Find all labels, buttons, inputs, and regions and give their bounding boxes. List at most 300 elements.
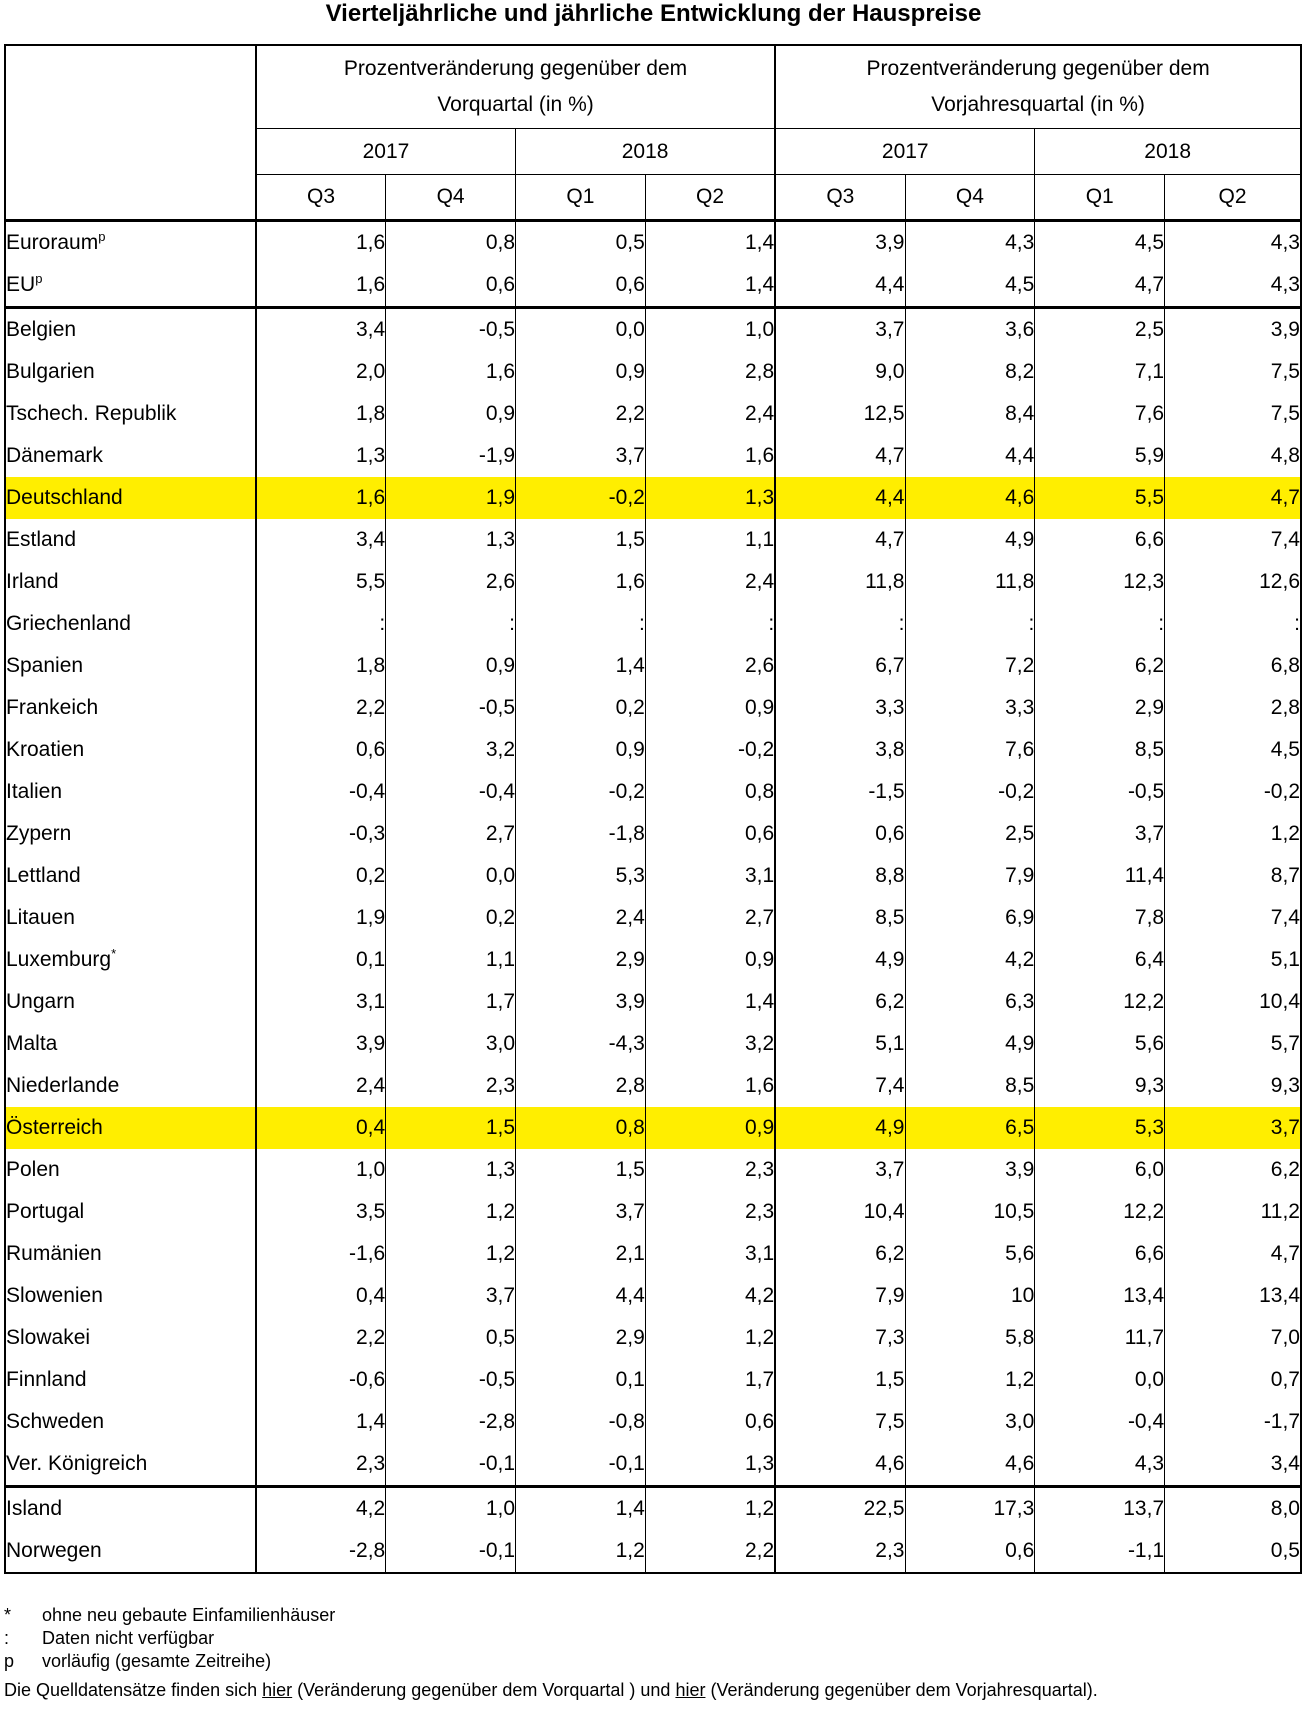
table-row [5,855,1301,897]
value-cell: 7,9 [905,855,1035,897]
value-cell: 0,9 [516,351,646,393]
value-cell: 6,4 [1035,939,1165,981]
value-cell: -0,1 [386,1530,516,1573]
value-cell: 3,5 [256,1191,386,1233]
value-cell: 5,8 [905,1317,1035,1359]
country-label [5,1359,256,1401]
country-name: Luxemburg [6,948,112,971]
year-header: 2018 [516,129,776,175]
value-cell: 7,9 [775,1275,905,1317]
country-name: Lettland [6,864,81,887]
value-cell: 3,9 [256,1023,386,1065]
value-cell: 0,5 [386,1317,516,1359]
value-cell: 3,7 [775,1149,905,1191]
value-cell: 0,8 [516,1107,646,1149]
source-text: (Veränderung gegenüber dem Vorjahresquartal). [705,1680,1098,1700]
value-cell: 1,6 [256,477,386,519]
quarter-header: Q2 [645,175,775,221]
table-row [5,1443,1301,1487]
value-cell: 0,6 [256,729,386,771]
value-cell: 4,7 [775,435,905,477]
value-cell: 3,8 [775,729,905,771]
page-title: Vierteljährliche und jährliche Entwicklung der Hauspreise [325,0,982,27]
value-cell: 3,7 [1035,813,1165,855]
value-cell: 2,9 [1035,687,1165,729]
value-cell: 4,2 [645,1275,775,1317]
value-cell: 4,9 [905,1023,1035,1065]
value-cell: 5,1 [775,1023,905,1065]
value-cell: 3,9 [905,1149,1035,1191]
value-cell: 6,5 [905,1107,1035,1149]
country-label [5,1065,256,1107]
value-cell: 1,3 [386,519,516,561]
value-cell: 4,4 [775,264,905,308]
country-label [5,1317,256,1359]
value-cell: 2,9 [516,939,646,981]
value-cell: 5,6 [1035,1023,1165,1065]
quarter-header: Q3 [775,175,905,221]
quarter-header: Q2 [1165,175,1301,221]
country-label [5,1275,256,1317]
value-cell: 6,2 [775,981,905,1023]
value-cell: 2,4 [516,897,646,939]
value-cell: 2,8 [516,1065,646,1107]
table-row [5,939,1301,981]
value-cell: 3,9 [1165,308,1301,352]
value-cell: 8,0 [1165,1487,1301,1531]
country-name: Italien [6,780,63,803]
country-name: Malta [6,1032,58,1055]
value-cell: 3,7 [516,435,646,477]
country-name: Österreich [6,1116,103,1139]
value-cell: 3,9 [516,981,646,1023]
country-name: Niederlande [6,1074,120,1097]
quarter-header: Q1 [516,175,646,221]
value-cell: 7,2 [905,645,1035,687]
value-cell: 0,6 [645,813,775,855]
table-row [5,435,1301,477]
source-note [4,1679,1302,1702]
country-name: Polen [6,1158,60,1181]
value-cell: 4,5 [1035,221,1165,265]
value-cell: 1,4 [645,221,775,265]
value-cell: 3,4 [256,308,386,352]
country-name: Finnland [6,1368,87,1391]
value-cell: 4,3 [1165,264,1301,308]
country-name: Belgien [6,318,77,341]
table-row [5,771,1301,813]
value-cell: 5,5 [1035,477,1165,519]
value-cell: 9,0 [775,351,905,393]
source-link-vorquartal[interactable]: hier [262,1680,293,1700]
value-cell: : [1035,603,1165,645]
value-cell: 3,7 [775,308,905,352]
footnote [4,1650,1302,1673]
value-cell: 4,8 [1165,435,1301,477]
value-cell: 5,1 [1165,939,1301,981]
country-label [5,561,256,603]
value-cell: 4,3 [1035,1443,1165,1487]
country-name: Estland [6,528,77,551]
value-cell: 2,2 [256,1317,386,1359]
value-cell: 1,4 [256,1401,386,1443]
value-cell: 5,3 [1035,1107,1165,1149]
country-name: Island [6,1497,63,1520]
value-cell: 1,2 [1165,813,1301,855]
header-group-vorquartal: Prozentveränderung gegenüber dem Vorquartal (in %) [256,45,775,129]
value-cell: 1,4 [516,1487,646,1531]
value-cell: 7,6 [905,729,1035,771]
value-cell: 8,8 [775,855,905,897]
country-label [5,393,256,435]
value-cell: 4,5 [905,264,1035,308]
value-cell: 0,8 [645,771,775,813]
value-cell: 8,2 [905,351,1035,393]
value-cell: -0,2 [516,477,646,519]
country-label [5,687,256,729]
table-row [5,729,1301,771]
country-name: Zypern [6,822,72,845]
year-header: 2017 [256,129,516,175]
value-cell: 1,9 [386,477,516,519]
value-cell: 0,0 [1035,1359,1165,1401]
value-cell: 7,4 [1165,897,1301,939]
country-label [5,1023,256,1065]
value-cell: 12,2 [1035,981,1165,1023]
country-label [5,477,256,519]
table-row [5,1107,1301,1149]
country-label [5,435,256,477]
value-cell: 3,2 [386,729,516,771]
value-cell: 2,6 [386,561,516,603]
footnote-symbol: p [4,1651,15,1671]
value-cell: 4,4 [516,1275,646,1317]
country-label [5,603,256,645]
value-cell: 1,6 [256,264,386,308]
table-row [5,1401,1301,1443]
country-label [5,1530,256,1573]
value-cell: 2,8 [1165,687,1301,729]
value-cell: 2,3 [256,1443,386,1487]
country-label [5,1487,256,1531]
value-cell: 1,4 [645,264,775,308]
value-cell: -1,8 [516,813,646,855]
label-superscript: p [35,271,43,286]
value-cell: 1,6 [256,221,386,265]
value-cell: 0,6 [645,1401,775,1443]
value-cell: -1,5 [775,771,905,813]
table-row [5,1023,1301,1065]
value-cell: 0,8 [386,221,516,265]
value-cell: 2,4 [645,561,775,603]
country-name: Norwegen [6,1539,102,1562]
table-row [5,519,1301,561]
value-cell: 4,9 [905,519,1035,561]
value-cell: 1,4 [516,645,646,687]
footnote-text: ohne neu gebaute Einfamilienhäuser [42,1605,336,1625]
value-cell: 2,7 [386,813,516,855]
value-cell: -0,5 [386,308,516,352]
value-cell: 7,4 [775,1065,905,1107]
value-cell: 0,9 [516,729,646,771]
value-cell: 7,6 [1035,393,1165,435]
value-cell: -0,4 [1035,1401,1165,1443]
value-cell: 0,6 [905,1530,1035,1573]
value-cell: 1,4 [645,981,775,1023]
value-cell: 1,2 [386,1233,516,1275]
value-cell: 3,4 [256,519,386,561]
country-name: Slowakei [6,1326,91,1349]
country-name: Spanien [6,654,84,677]
value-cell: -0,6 [256,1359,386,1401]
value-cell: 8,5 [1035,729,1165,771]
country-label [5,1191,256,1233]
country-name: Portugal [6,1200,85,1223]
value-cell: 13,4 [1035,1275,1165,1317]
value-cell: 2,9 [516,1317,646,1359]
value-cell: 1,2 [645,1487,775,1531]
country-name: Deutschland [6,486,123,509]
value-cell: 2,3 [645,1191,775,1233]
value-cell: 2,5 [1035,308,1165,352]
country-name: Schweden [6,1410,105,1433]
country-name: Dänemark [6,444,103,467]
value-cell: : [1165,603,1301,645]
value-cell: 6,2 [1165,1149,1301,1191]
country-label [5,351,256,393]
value-cell: 3,2 [645,1023,775,1065]
value-cell: 4,6 [905,1443,1035,1487]
footnote [4,1627,1302,1650]
value-cell: 0,4 [256,1275,386,1317]
value-cell: 2,3 [775,1530,905,1573]
value-cell: 4,3 [905,221,1035,265]
table-row [5,603,1301,645]
value-cell: 0,6 [775,813,905,855]
value-cell: 1,1 [645,519,775,561]
value-cell: 12,6 [1165,561,1301,603]
table-row [5,1317,1301,1359]
country-name: Ver. Königreich [6,1452,148,1475]
value-cell: -0,2 [516,771,646,813]
value-cell: -1,1 [1035,1530,1165,1573]
value-cell: 3,9 [775,221,905,265]
value-cell: 5,5 [256,561,386,603]
source-link-vorjahresquartal[interactable]: hier [675,1680,706,1700]
value-cell: 10 [905,1275,1035,1317]
table-row [5,645,1301,687]
value-cell: 12,3 [1035,561,1165,603]
quarter-header: Q1 [1035,175,1165,221]
footnote-text: vorläufig (gesamte Zeitreihe) [42,1651,272,1671]
value-cell: -1,6 [256,1233,386,1275]
value-cell: 3,7 [516,1191,646,1233]
value-cell: 1,0 [645,308,775,352]
value-cell: 2,3 [645,1149,775,1191]
value-cell: 2,2 [516,393,646,435]
label-superscript: * [111,946,117,961]
value-cell: 1,9 [256,897,386,939]
value-cell: 6,6 [1035,1233,1165,1275]
quarter-header: Q4 [386,175,516,221]
quarter-header: Q4 [905,175,1035,221]
country-label [5,645,256,687]
value-cell: 8,5 [775,897,905,939]
value-cell: 1,3 [645,477,775,519]
value-cell: 3,3 [905,687,1035,729]
value-cell: 7,5 [775,1401,905,1443]
value-cell: 3,7 [1165,1107,1301,1149]
value-cell: 3,0 [905,1401,1035,1443]
table-row [5,264,1301,308]
table-row [5,981,1301,1023]
value-cell: 2,4 [645,393,775,435]
value-cell: 1,5 [775,1359,905,1401]
table-row [5,687,1301,729]
value-cell: 0,0 [516,308,646,352]
value-cell: 6,2 [1035,645,1165,687]
country-label [5,1401,256,1443]
value-cell: 12,5 [775,393,905,435]
value-cell: 7,0 [1165,1317,1301,1359]
value-cell: 4,7 [775,519,905,561]
country-label [5,939,256,981]
value-cell: 0,9 [645,687,775,729]
value-cell: 1,5 [516,1149,646,1191]
value-cell: 0,0 [386,855,516,897]
value-cell: 1,2 [905,1359,1035,1401]
value-cell: 0,9 [386,645,516,687]
table-row [5,351,1301,393]
value-cell: 7,1 [1035,351,1165,393]
value-cell: 1,0 [256,1149,386,1191]
quarter-header: Q3 [256,175,386,221]
table-row [5,561,1301,603]
value-cell: 2,0 [256,351,386,393]
value-cell: 10,4 [1165,981,1301,1023]
country-name: Ungarn [6,990,75,1013]
value-cell: 1,6 [645,435,775,477]
table-row [5,1487,1301,1531]
footnotes [4,1604,1302,1702]
value-cell: 8,5 [905,1065,1035,1107]
value-cell: -0,5 [1035,771,1165,813]
country-name: Tschech. Republik [6,402,177,425]
country-name: Slowenien [6,1284,103,1307]
value-cell: 0,9 [645,1107,775,1149]
value-cell: 4,3 [1165,221,1301,265]
value-cell: 1,8 [256,393,386,435]
value-cell: 4,7 [1165,1233,1301,1275]
value-cell: 0,1 [256,939,386,981]
country-label [5,1149,256,1191]
value-cell: -0,2 [645,729,775,771]
value-cell: 1,3 [386,1149,516,1191]
table-row [5,1275,1301,1317]
value-cell: 1,7 [645,1359,775,1401]
value-cell: : [905,603,1035,645]
year-header: 2018 [1035,129,1301,175]
country-label [5,1443,256,1487]
value-cell: 4,2 [256,1487,386,1531]
value-cell: 5,6 [905,1233,1035,1275]
table-row [5,1149,1301,1191]
value-cell: 11,8 [905,561,1035,603]
value-cell: 4,9 [775,1107,905,1149]
value-cell: 17,3 [905,1487,1035,1531]
value-cell: 9,3 [1165,1065,1301,1107]
value-cell: -0,4 [386,771,516,813]
table-row [5,308,1301,352]
value-cell: 2,1 [516,1233,646,1275]
value-cell: 0,4 [256,1107,386,1149]
value-cell: -0,5 [386,1359,516,1401]
value-cell: -0,4 [256,771,386,813]
country-name: Frankeich [6,696,99,719]
value-cell: -0,2 [1165,771,1301,813]
value-cell: 2,2 [256,687,386,729]
table-row [5,1530,1301,1573]
value-cell: -2,8 [256,1530,386,1573]
country-label [5,771,256,813]
header-group-vorjahresquartal: Prozentveränderung gegenüber dem Vorjahresquartal (in %) [775,45,1301,129]
value-cell: 8,4 [905,393,1035,435]
value-cell: 0,5 [516,221,646,265]
country-name: Rumänien [6,1242,102,1265]
value-cell: 4,6 [775,1443,905,1487]
footnote-text: Daten nicht verfügbar [42,1628,215,1648]
value-cell: 3,1 [645,1233,775,1275]
table-row [5,1065,1301,1107]
value-cell: -0,8 [516,1401,646,1443]
country-name: Griechenland [6,612,131,635]
value-cell: 10,4 [775,1191,905,1233]
corner-cell [5,45,256,221]
value-cell: -0,2 [905,771,1035,813]
value-cell: 3,4 [1165,1443,1301,1487]
value-cell: 1,8 [256,645,386,687]
value-cell: 0,7 [1165,1359,1301,1401]
value-cell: 1,2 [516,1530,646,1573]
value-cell: 4,7 [1035,264,1165,308]
value-cell: 0,2 [516,687,646,729]
value-cell: 7,4 [1165,519,1301,561]
footnote-symbol: * [4,1605,12,1625]
value-cell: 3,0 [386,1023,516,1065]
value-cell: 5,7 [1165,1023,1301,1065]
value-cell: 7,8 [1035,897,1165,939]
country-name: Kroatien [6,738,85,761]
country-label [5,264,256,308]
country-label [5,1107,256,1149]
value-cell: 2,6 [645,645,775,687]
country-label [5,855,256,897]
country-label [5,729,256,771]
footnote-symbol: : [4,1628,10,1648]
value-cell: 10,5 [905,1191,1035,1233]
value-cell: 4,2 [905,939,1035,981]
value-cell: 0,6 [386,264,516,308]
table-row [5,813,1301,855]
footnote [4,1604,1302,1627]
value-cell: 9,3 [1035,1065,1165,1107]
value-cell: 1,7 [386,981,516,1023]
table-row [5,393,1301,435]
value-cell: 0,9 [645,939,775,981]
value-cell: 1,3 [256,435,386,477]
value-cell: 5,9 [1035,435,1165,477]
value-cell: -4,3 [516,1023,646,1065]
